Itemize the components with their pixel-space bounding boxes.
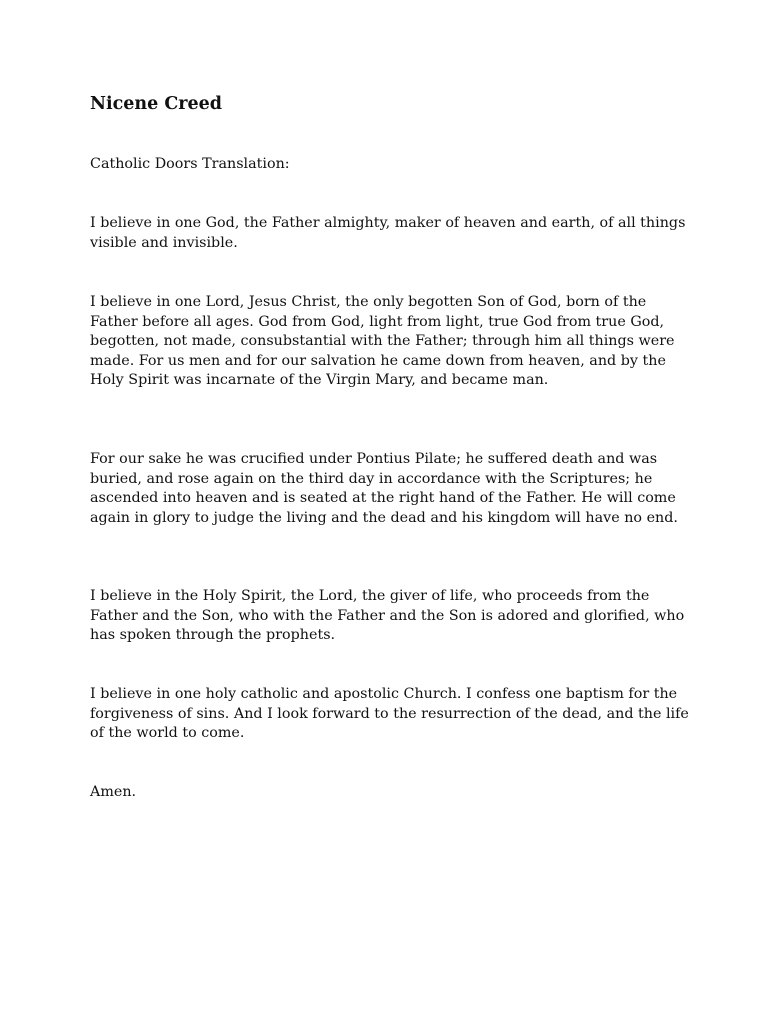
creed-paragraph-2: I believe in one Lord, Jesus Christ, the only begotten Son of God, born of the Father before all ages. God from God, light from light, true God from true God, begotten, not made, consubstantial with the Father; through him all things were made. For us men and for our salvation he came down from heaven, and by the Holy Spirit was incarnate of the Virgin Mary, and became man. (90, 294, 675, 389)
creed-paragraph-4: I believe in the Holy Spirit, the Lord, the giver of life, who proceeds from the Father and the Son, who with the Father and the Son is adored and glorified, who has spoken through the prophets. (90, 588, 685, 644)
creed-paragraph-1: I believe in one God, the Father almighty, maker of heaven and earth, of all things visible and invisible. (90, 215, 686, 251)
creed-paragraph-5: I believe in one holy catholic and apostolic Church. I confess one baptism for the forgiveness of sins. And I look forward to the resurrection of the dead, and the life of the world to come. (90, 686, 689, 742)
document-title: Nicene Creed (90, 94, 223, 114)
translation-label: Catholic Doors Translation: (90, 156, 290, 172)
creed-paragraph-3: For our sake he was crucified under Pontius Pilate; he suffered death and was buried, and rose again on the third day in accordance with the Scriptures; he ascended into heaven and is seated at the right hand of the Father. He will come again in glory to judge the living and the dead and his kingdom will have no end. (90, 451, 678, 526)
closing-amen: Amen. (90, 784, 137, 800)
